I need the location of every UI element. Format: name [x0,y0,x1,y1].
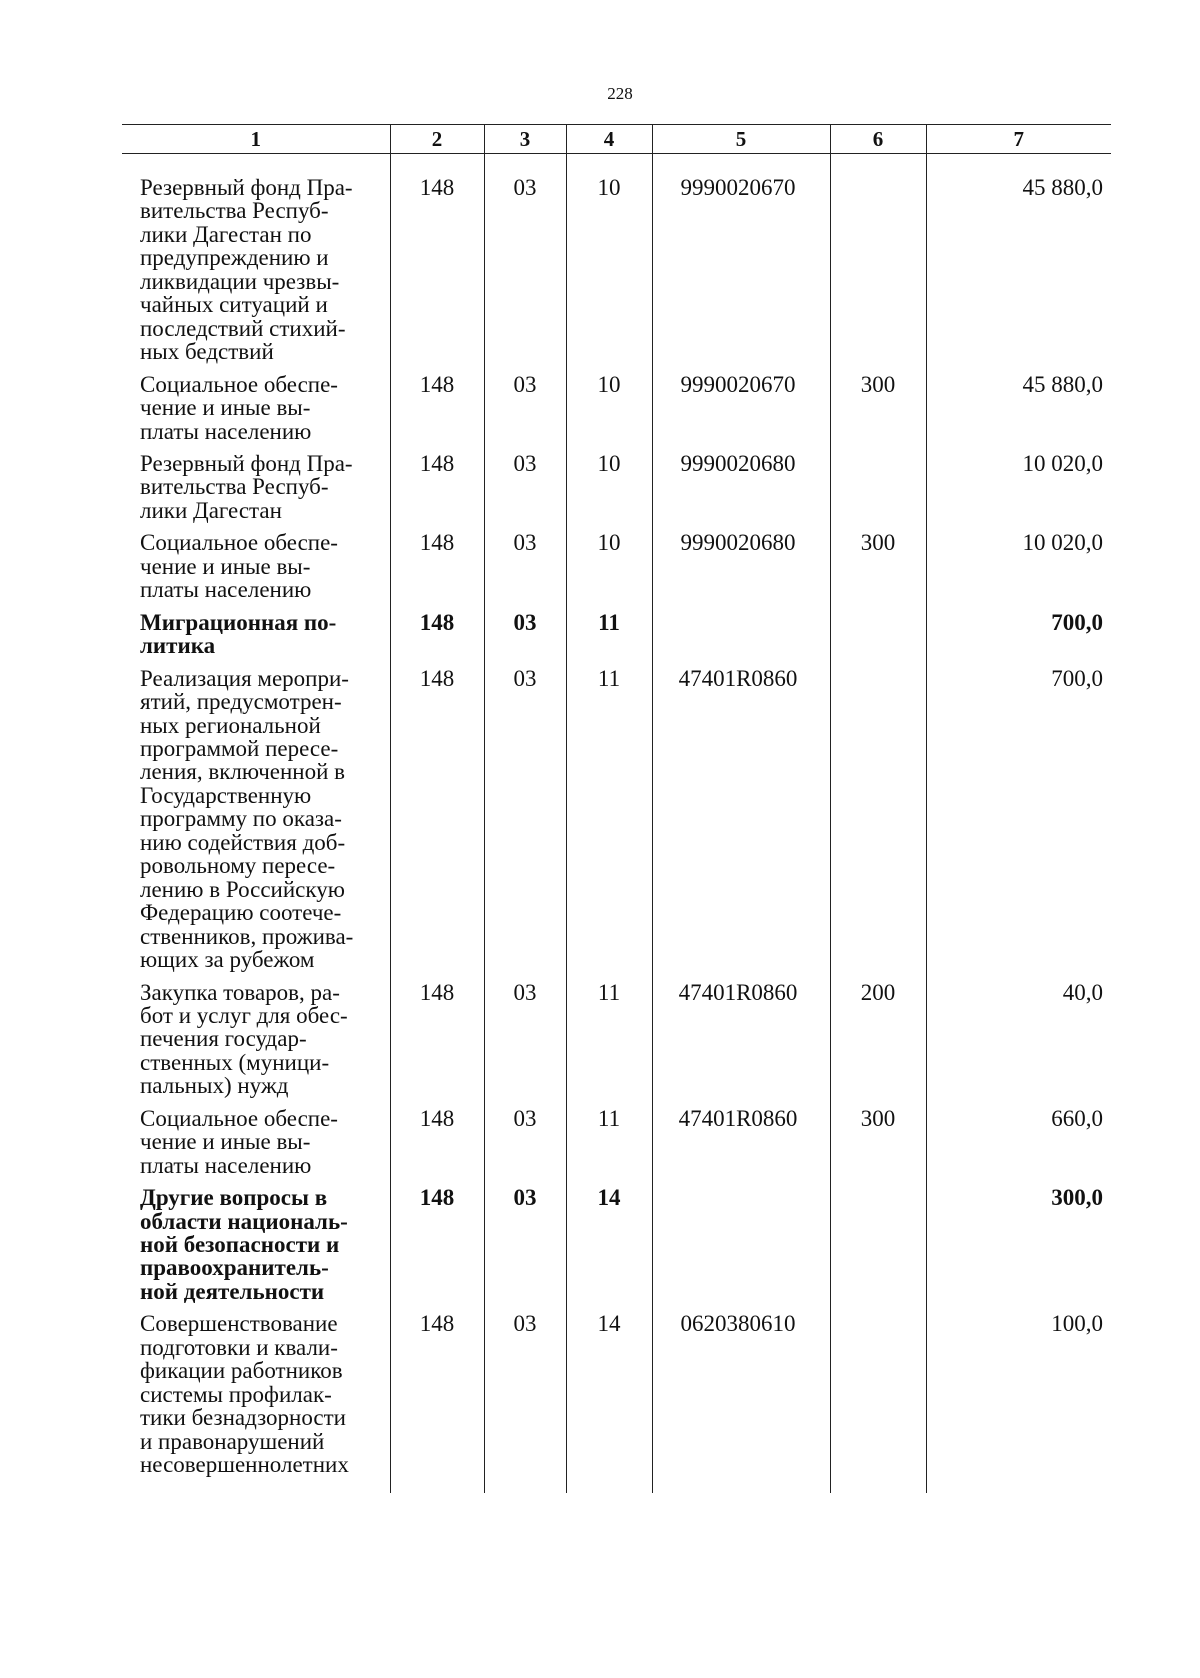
row-subchapter-code: 10 [566,531,652,610]
table-row [122,1186,1111,1312]
table-row [122,452,1111,531]
table-row [122,154,1111,373]
row-amount: 100,0 [926,1312,1111,1493]
row-target-article [652,611,830,667]
table-body [122,154,1111,1494]
column-header: 1 [122,125,390,154]
row-chapter-code: 03 [484,667,566,981]
row-chapter-code: 03 [484,1107,566,1186]
row-expense-type [830,611,926,667]
row-target-article: 47401R0860 [652,1107,830,1186]
row-amount: 45 880,0 [926,154,1111,373]
row-chapter-code: 03 [484,611,566,667]
row-expense-type [830,667,926,981]
table-row [122,1312,1111,1493]
table-row [122,981,1111,1107]
row-expense-type: 300 [830,1107,926,1186]
row-name-cell: Резервный фонд Пра- вительства Респуб- лики Дагестан [140,450,353,523]
row-target-article: 9990020670 [652,373,830,452]
page-number: 228 [607,84,633,103]
row-chapter-code: 03 [484,981,566,1107]
row-amount: 10 020,0 [926,531,1111,610]
column-header: 6 [830,125,926,154]
row-subchapter-code: 10 [566,154,652,373]
table-row [122,611,1111,667]
row-section-code: 148 [390,981,484,1107]
header-row [122,125,1111,154]
row-target-article: 47401R0860 [652,667,830,981]
row-section-code: 148 [390,452,484,531]
column-header: 7 [926,125,1111,154]
row-subchapter-code: 11 [566,1107,652,1186]
row-expense-type [830,1312,926,1493]
row-subchapter-code: 11 [566,611,652,667]
column-header: 2 [390,125,484,154]
row-expense-type [830,452,926,531]
row-name-cell: Другие вопросы в области националь- ной безопасности и правоохранитель- ной деятельности [140,1185,348,1304]
row-section-code: 148 [390,1186,484,1312]
column-header: 5 [652,125,830,154]
row-section-code: 148 [390,611,484,667]
row-target-article: 47401R0860 [652,981,830,1107]
row-expense-type [830,154,926,373]
row-subchapter-code: 11 [566,667,652,981]
table-row [122,1107,1111,1186]
row-name-cell: Реализация меропри- ятий, предусмотрен- ных региональной программой пересе- ления, включенной в Государственную программу по оказа- нию содействия доб- ровольному пересе- лению в Российскую Федерацию соотече- ственников, прожива- ющих за рубежом [140,665,354,973]
row-subchapter-code: 11 [566,981,652,1107]
row-target-article: 9990020670 [652,154,830,373]
row-chapter-code: 03 [484,154,566,373]
row-subchapter-code: 14 [566,1186,652,1312]
row-amount: 10 020,0 [926,452,1111,531]
row-section-code: 148 [390,1312,484,1493]
row-chapter-code: 03 [484,373,566,452]
row-name-cell: Миграционная по- литика [140,609,337,659]
budget-table [122,124,1111,1493]
row-amount: 700,0 [926,611,1111,667]
row-amount: 300,0 [926,1186,1111,1312]
row-name-cell: Закупка товаров, ра- бот и услуг для обес- печения государ- ственных (муници- пальных) нужд [140,979,348,1099]
row-expense-type: 300 [830,531,926,610]
row-chapter-code: 03 [484,531,566,610]
row-section-code: 148 [390,531,484,610]
column-header: 4 [566,125,652,154]
table-row [122,667,1111,981]
row-name-cell: Социальное обеспе- чение и иные вы- платы населению [140,1105,338,1178]
row-section-code: 148 [390,373,484,452]
row-amount: 45 880,0 [926,373,1111,452]
row-subchapter-code: 10 [566,373,652,452]
row-name-cell: Социальное обеспе- чение и иные вы- платы населению [140,371,338,444]
row-section-code: 148 [390,667,484,981]
table-row [122,373,1111,452]
table-row [122,531,1111,610]
row-section-code: 148 [390,1107,484,1186]
row-name-cell: Резервный фонд Пра- вительства Респуб- лики Дагестан по предупреждению и ликвидации чрезвы- чайных ситуаций и последствий стихий- ных бедствий [140,175,353,365]
row-name-cell: Совершенствование подготовки и квали- фикации работников системы профилак- тики безнадзорности и правонарушений несовершеннолетних [140,1311,349,1478]
row-amount: 40,0 [926,981,1111,1107]
row-expense-type: 200 [830,981,926,1107]
row-expense-type [830,1186,926,1312]
row-chapter-code: 03 [484,1186,566,1312]
row-name-cell: Социальное обеспе- чение и иные вы- платы населению [140,530,338,603]
row-target-article: 9990020680 [652,452,830,531]
row-target-article: 0620380610 [652,1312,830,1493]
row-target-article: 9990020680 [652,531,830,610]
column-header: 3 [484,125,566,154]
row-subchapter-code: 14 [566,1312,652,1493]
row-chapter-code: 03 [484,1312,566,1493]
row-expense-type: 300 [830,373,926,452]
row-amount: 660,0 [926,1107,1111,1186]
row-amount: 700,0 [926,667,1111,981]
row-target-article [652,1186,830,1312]
row-chapter-code: 03 [484,452,566,531]
row-subchapter-code: 10 [566,452,652,531]
row-section-code: 148 [390,154,484,373]
